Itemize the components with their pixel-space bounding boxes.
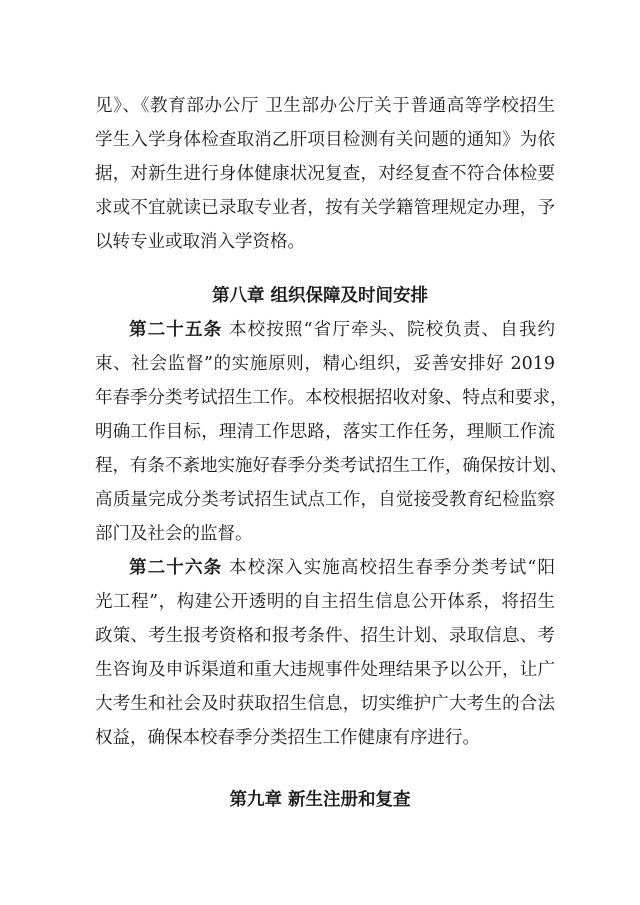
article-26-line: 光工程”，构建公开透明的自主招生信息公开体系，将招生 [95, 592, 555, 612]
intro-line: 据，对新生进行身体健康状况复查，对经复查不符合体检要 [95, 164, 555, 184]
article-26-line: 权益，确保本校春季分类招生工作健康有序进行。 [95, 728, 480, 748]
chapter-8-heading: 第八章 组织保障及时间安排 [211, 286, 429, 306]
article-25-line: 高质量完成分类考试招生试点工作，自觉接受教育纪检监察 [95, 490, 555, 510]
article-25-line: 明确工作目标，理清工作思路，落实工作任务，理顺工作流 [95, 422, 555, 442]
article-26-first-line [129, 557, 555, 579]
article-26-line: 生咨询及申诉渠道和重大违规事件处理结果予以公开，让广 [95, 660, 555, 680]
article-26-line: 大考生和社会及时获取招生信息，切实维护广大考生的合法 [95, 694, 555, 714]
intro-line: 以转专业或取消入学资格。 [95, 232, 305, 252]
article-25-line: 程，有条不紊地实施好春季分类考试招生工作，确保按计划、 [95, 456, 568, 476]
article-25-first-text: 本校按照“省厅牵头、院校负责、自我约 [228, 320, 555, 340]
chapter-9-heading: 第九章 新生注册和复查 [229, 790, 411, 810]
article-25-first-line [129, 319, 555, 341]
article-26-line: 政策、考生报考资格和报考条件、招生计划、录取信息、考 [95, 626, 555, 646]
article-25-line: 部门及社会的监督。 [95, 524, 253, 544]
article-26-first-text: 本校深入实施高校招生春季分类考试“阳 [228, 558, 555, 578]
article-25-line: 束、社会监督”的实施原则，精心组织，妥善安排好 2019 [95, 354, 555, 374]
article-26-label: 第二十六条 [129, 558, 223, 578]
article-25-label: 第二十五条 [129, 320, 223, 340]
intro-line: 求或不宜就读已录取专业者，按有关学籍管理规定办理，予 [95, 198, 555, 218]
intro-line: 见》、《教育部办公厅 卫生部办公厅关于普通高等学校招生 [95, 96, 555, 116]
article-25-line: 年春季分类考试招生工作。本校根据招收对象、特点和要求， [95, 388, 568, 408]
intro-line: 学生入学身体检查取消乙肝项目检测有关问题的通知》为依 [95, 130, 555, 150]
